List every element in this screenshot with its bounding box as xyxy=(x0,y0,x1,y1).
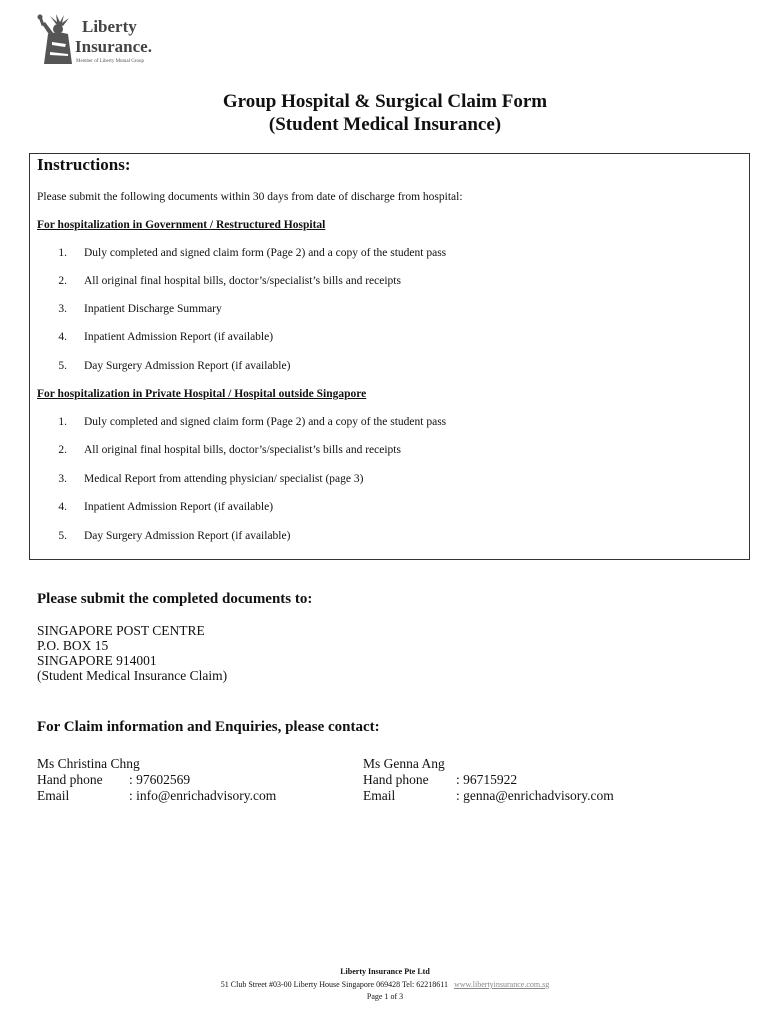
contact-name: Ms Genna Ang xyxy=(363,756,445,771)
submit-heading: Please submit the completed documents to: xyxy=(37,591,313,607)
form-title: Group Hospital & Surgical Claim Form xyxy=(222,91,548,112)
list-item: All original final hospital bills, doctor’s/specialist’s bills and receipts xyxy=(84,444,401,456)
list-item: All original final hospital bills, doctor’s/specialist’s bills and receipts xyxy=(84,275,401,287)
list-item-number: 1. xyxy=(58,416,67,428)
government-hospital-heading: For hospitalization in Government / Restructured Hospital xyxy=(37,219,326,231)
list-item: Inpatient Discharge Summary xyxy=(84,303,222,315)
contact-phone-label: Hand phone xyxy=(363,772,429,787)
list-item: Duly completed and signed claim form (Page 2) and a copy of the student pass xyxy=(84,247,447,259)
list-item-number: 3. xyxy=(58,303,67,315)
list-item: Day Surgery Admission Report (if available) xyxy=(84,360,291,372)
logo-tagline: Member of Liberty Mutual Group xyxy=(76,59,145,64)
statue-of-liberty-icon xyxy=(36,14,80,66)
instructions-heading: Instructions: xyxy=(37,155,131,174)
list-item-number: 4. xyxy=(58,501,67,513)
footer-company: Liberty Insurance Pte Ltd xyxy=(340,967,430,976)
address-line: (Student Medical Insurance Claim) xyxy=(37,668,228,683)
contact-phone: : 97602569 xyxy=(129,772,191,787)
contact-email: : info@enrichadvisory.com xyxy=(129,788,277,803)
private-hospital-heading: For hospitalization in Private Hospital / Hospital outside Singapore xyxy=(37,388,367,400)
footer-address: 51 Club Street #03-00 Liberty House Singapore 069428 Tel: 62218611 xyxy=(220,980,448,989)
list-item: Inpatient Admission Report (if available) xyxy=(84,331,274,343)
contact-phone-label: Hand phone xyxy=(37,772,103,787)
list-item: Day Surgery Admission Report (if available) xyxy=(84,530,291,542)
list-item: Medical Report from attending physician/ specialist (page 3) xyxy=(84,473,364,485)
list-item-number: 1. xyxy=(58,247,67,259)
instructions-intro: Please submit the following documents within 30 days from date of discharge from hospital: xyxy=(37,191,463,203)
contact-email: : genna@enrichadvisory.com xyxy=(456,788,614,803)
list-item-number: 2. xyxy=(58,275,67,287)
contact-email-label: Email xyxy=(363,788,396,803)
list-item-number: 3. xyxy=(58,473,67,485)
contact-phone: : 96715922 xyxy=(456,772,518,787)
instructions-box xyxy=(29,153,750,560)
list-item-number: 5. xyxy=(58,530,67,542)
form-subtitle: (Student Medical Insurance) xyxy=(268,114,502,135)
footer-website-link[interactable]: www.libertyinsurance.com.sg xyxy=(453,980,550,989)
contact-name: Ms Christina Chng xyxy=(37,756,140,771)
list-item-number: 2. xyxy=(58,444,67,456)
logo-brand-line1: Liberty xyxy=(82,17,137,36)
logo-brand-line2: Insurance. xyxy=(75,37,152,56)
page-number: Page 1 of 3 xyxy=(366,992,404,1001)
address-line: SINGAPORE POST CENTRE xyxy=(37,623,205,638)
enquiries-heading: For Claim information and Enquiries, please contact: xyxy=(37,719,380,735)
liberty-logo xyxy=(36,14,166,66)
list-item-number: 5. xyxy=(58,360,67,372)
footer-address-line xyxy=(0,980,770,989)
address-line: P.O. BOX 15 xyxy=(37,638,109,653)
address-line: SINGAPORE 914001 xyxy=(37,653,157,668)
list-item: Inpatient Admission Report (if available) xyxy=(84,501,274,513)
list-item-number: 4. xyxy=(58,331,67,343)
list-item: Duly completed and signed claim form (Page 2) and a copy of the student pass xyxy=(84,416,447,428)
contact-email-label: Email xyxy=(37,788,70,803)
